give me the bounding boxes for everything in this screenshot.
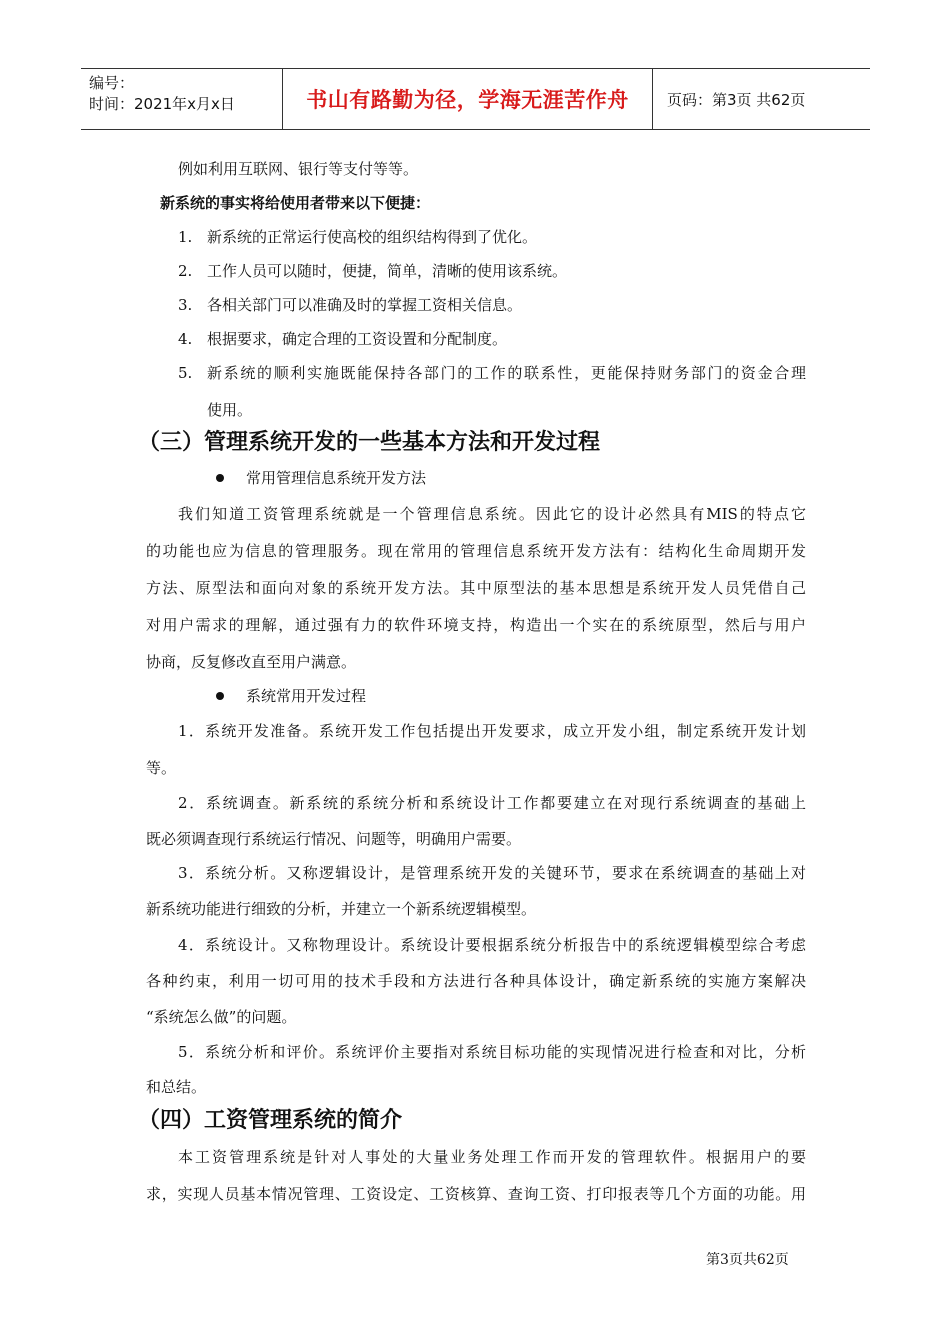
- section-heading-3: （三）管理系统开发的一些基本方法和开发过程: [138, 430, 601, 455]
- list-item-text: 新系统的正常运行使高校的组织结构得到了优化。: [207, 228, 538, 246]
- list-item-text: 根据要求，确定合理的工资设置和分配制度。: [207, 330, 508, 348]
- body-line: 例如利用互联网、银行等支付等等。: [178, 160, 419, 178]
- step-line: 等。: [146, 759, 177, 777]
- header-page-cell: [653, 69, 870, 129]
- step-line: 4．系统设计。又称物理设计。系统设计要根据系统分析报告中的系统逻辑模型综合考虑: [178, 936, 806, 954]
- list-item-number: 1.: [178, 228, 193, 246]
- list-item-number: 4.: [178, 330, 193, 348]
- bullet-dot: [216, 474, 224, 482]
- benefits-heading: 新系统的事实将给使用者带来以下便捷：: [160, 194, 431, 212]
- paragraph-line: 求，实现人员基本情况管理、工资设定、工资核算、查询工资、打印报表等几个方面的功能。用: [146, 1185, 806, 1203]
- paragraph-line: 协商，反复修改直至用户满意。: [146, 653, 357, 671]
- step-line: “系统怎么做”的问题。: [146, 1008, 297, 1026]
- step-line: 3．系统分析。又称逻辑设计，是管理系统开发的关键环节，要求在系统调查的基础上对: [178, 864, 806, 882]
- header-motto: 书山有路勤为径，学海无涯苦作舟: [306, 88, 629, 112]
- step-line: 1．系统开发准备。系统开发工作包括提出开发要求，成立开发小组，制定系统开发计划: [178, 722, 806, 740]
- header-page-info: 页码：第3页 共62页: [667, 90, 806, 109]
- paragraph-line: 本工资管理系统是针对人事处的大量业务处理工作而开发的管理软件。根据用户的要: [178, 1148, 806, 1166]
- page-header: [81, 68, 870, 130]
- paragraph-line: 我们知道工资管理系统就是一个管理信息系统。因此它的设计必然具有MIS的特点它: [178, 505, 806, 523]
- paragraph-line: 的功能也应为信息的管理服务。现在常用的管理信息系统开发方法有：结构化生命周期开发: [146, 542, 806, 560]
- step-line: 新系统功能进行细致的分析，并建立一个新系统逻辑模型。: [146, 900, 537, 918]
- step-line: 5．系统分析和评价。系统评价主要指对系统目标功能的实现情况进行检查和对比，分析: [178, 1043, 806, 1061]
- header-number-label: 编号：: [89, 74, 135, 92]
- header-time-label: 时间：2021年x月x日: [89, 95, 235, 113]
- section-heading-4: （四）工资管理系统的简介: [138, 1108, 403, 1133]
- list-item-number: 2.: [178, 262, 193, 280]
- paragraph-line: 对用户需求的理解，通过强有力的软件环境支持，构造出一个实在的系统原型，然后与用户: [146, 616, 806, 634]
- list-item-number: 3.: [178, 296, 193, 314]
- list-item-text: 工作人员可以随时，便捷，简单，清晰的使用该系统。: [207, 262, 568, 280]
- list-item-continuation: 使用。: [207, 401, 253, 419]
- list-item-text: 新系统的顺利实施既能保持各部门的工作的联系性，更能保持财务部门的资金合理: [207, 364, 806, 382]
- header-motto-cell: [282, 69, 653, 129]
- bullet-text: 常用管理信息系统开发方法: [246, 469, 427, 487]
- paragraph-line: 方法、原型法和面向对象的系统开发方法。其中原型法的基本思想是系统开发人员凭借自己: [146, 579, 806, 597]
- page-footer: 第3页共62页: [706, 1252, 789, 1268]
- list-item-number: 5.: [178, 364, 193, 382]
- step-line: 既必须调查现行系统运行情况、问题等，明确用户需要。: [146, 830, 522, 848]
- step-line: 和总结。: [146, 1078, 207, 1096]
- bullet-text: 系统常用开发过程: [246, 687, 367, 705]
- bullet-dot: [216, 692, 224, 700]
- list-item-text: 各相关部门可以准确及时的掌握工资相关信息。: [207, 296, 523, 314]
- step-line: 各种约束，利用一切可用的技术手段和方法进行各种具体设计，确定新系统的实施方案解决: [146, 972, 806, 990]
- header-meta-cell: [81, 69, 281, 129]
- step-line: 2．系统调查。新系统的系统分析和系统设计工作都要建立在对现行系统调查的基础上: [178, 794, 806, 812]
